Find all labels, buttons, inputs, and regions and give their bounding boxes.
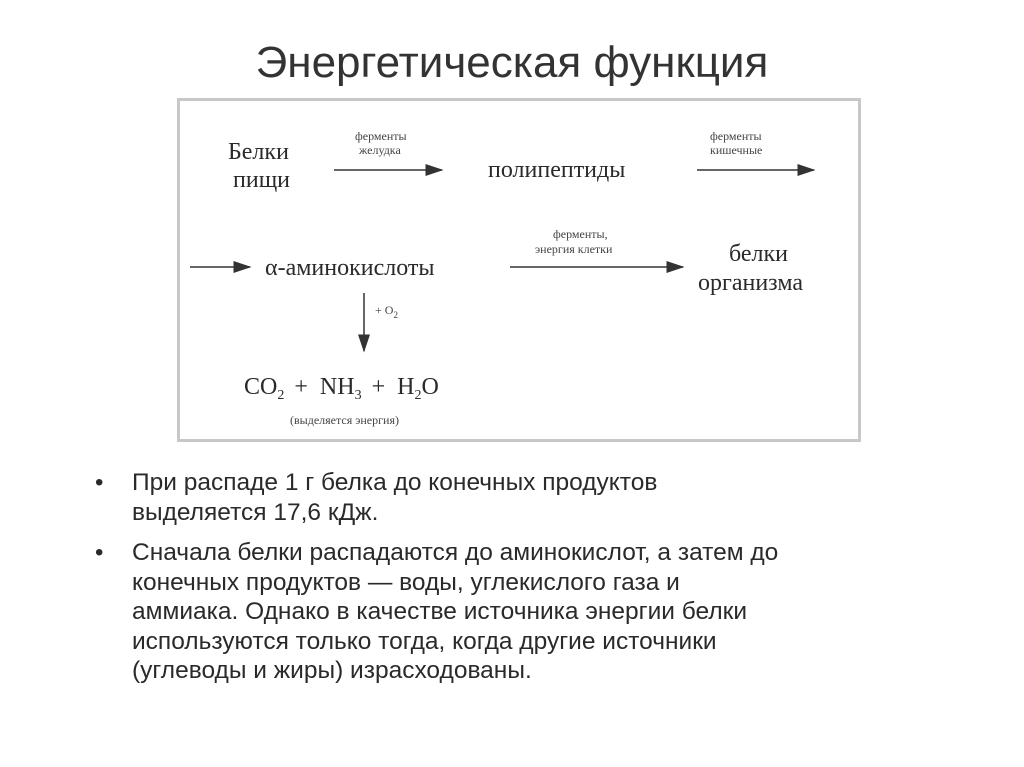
bullet-text-line: конечных продуктов — воды, углекислого газа и: [132, 568, 680, 596]
stomach-enzymes-label-2: желудка: [359, 143, 401, 157]
energy-released-label: (выделяется энергия): [290, 413, 399, 427]
bullet-text-line: Сначала белки распадаются до аминокислот, а затем до: [132, 539, 779, 566]
diagram-canvas: [180, 101, 858, 439]
food-proteins-label-2: пищи: [233, 167, 291, 193]
bullet-marker: •: [95, 539, 104, 566]
bullet-text-line: При распаде 1 г белка до конечных продуктов: [132, 469, 658, 496]
bullet-item: [95, 468, 975, 527]
cell-enzymes-label-2: энергия клетки: [535, 242, 613, 256]
bullet-item: [95, 538, 975, 686]
bullet-text-line: используются только тогда, когда другие источники: [132, 627, 717, 655]
bullet-text-line: выделяется 17,6 кДж.: [132, 498, 379, 526]
end-products-formula: $CO_2 + NH_3 + H_2O$: [244, 374, 439, 403]
cell-enzymes-label-1: ферменты,: [553, 227, 608, 241]
oxygen-label: + $O_2$: [375, 303, 398, 320]
bullet-text-line: (углеводы и жиры) израсходованы.: [132, 657, 532, 684]
protein-metabolism-diagram: [177, 98, 861, 442]
organism-proteins-label-1: белки: [729, 241, 789, 267]
slide-title: Энергетическая функция: [255, 38, 769, 87]
intestinal-enzymes-label-1: ферменты: [710, 129, 762, 143]
polypeptides-label: полипептиды: [488, 157, 626, 183]
bullet-text-line: аммиака. Однако в качестве источника энергии белки: [132, 598, 748, 625]
organism-proteins-label-2: организма: [698, 270, 803, 296]
bullet-list: [95, 468, 975, 697]
intestinal-enzymes-label-2: кишечные: [710, 143, 763, 157]
stomach-enzymes-label-1: ферменты: [355, 129, 407, 143]
amino-acids-label: α-аминокислоты: [265, 255, 435, 281]
food-proteins-label-1: Белки: [228, 139, 289, 165]
bullet-marker: •: [95, 469, 104, 496]
